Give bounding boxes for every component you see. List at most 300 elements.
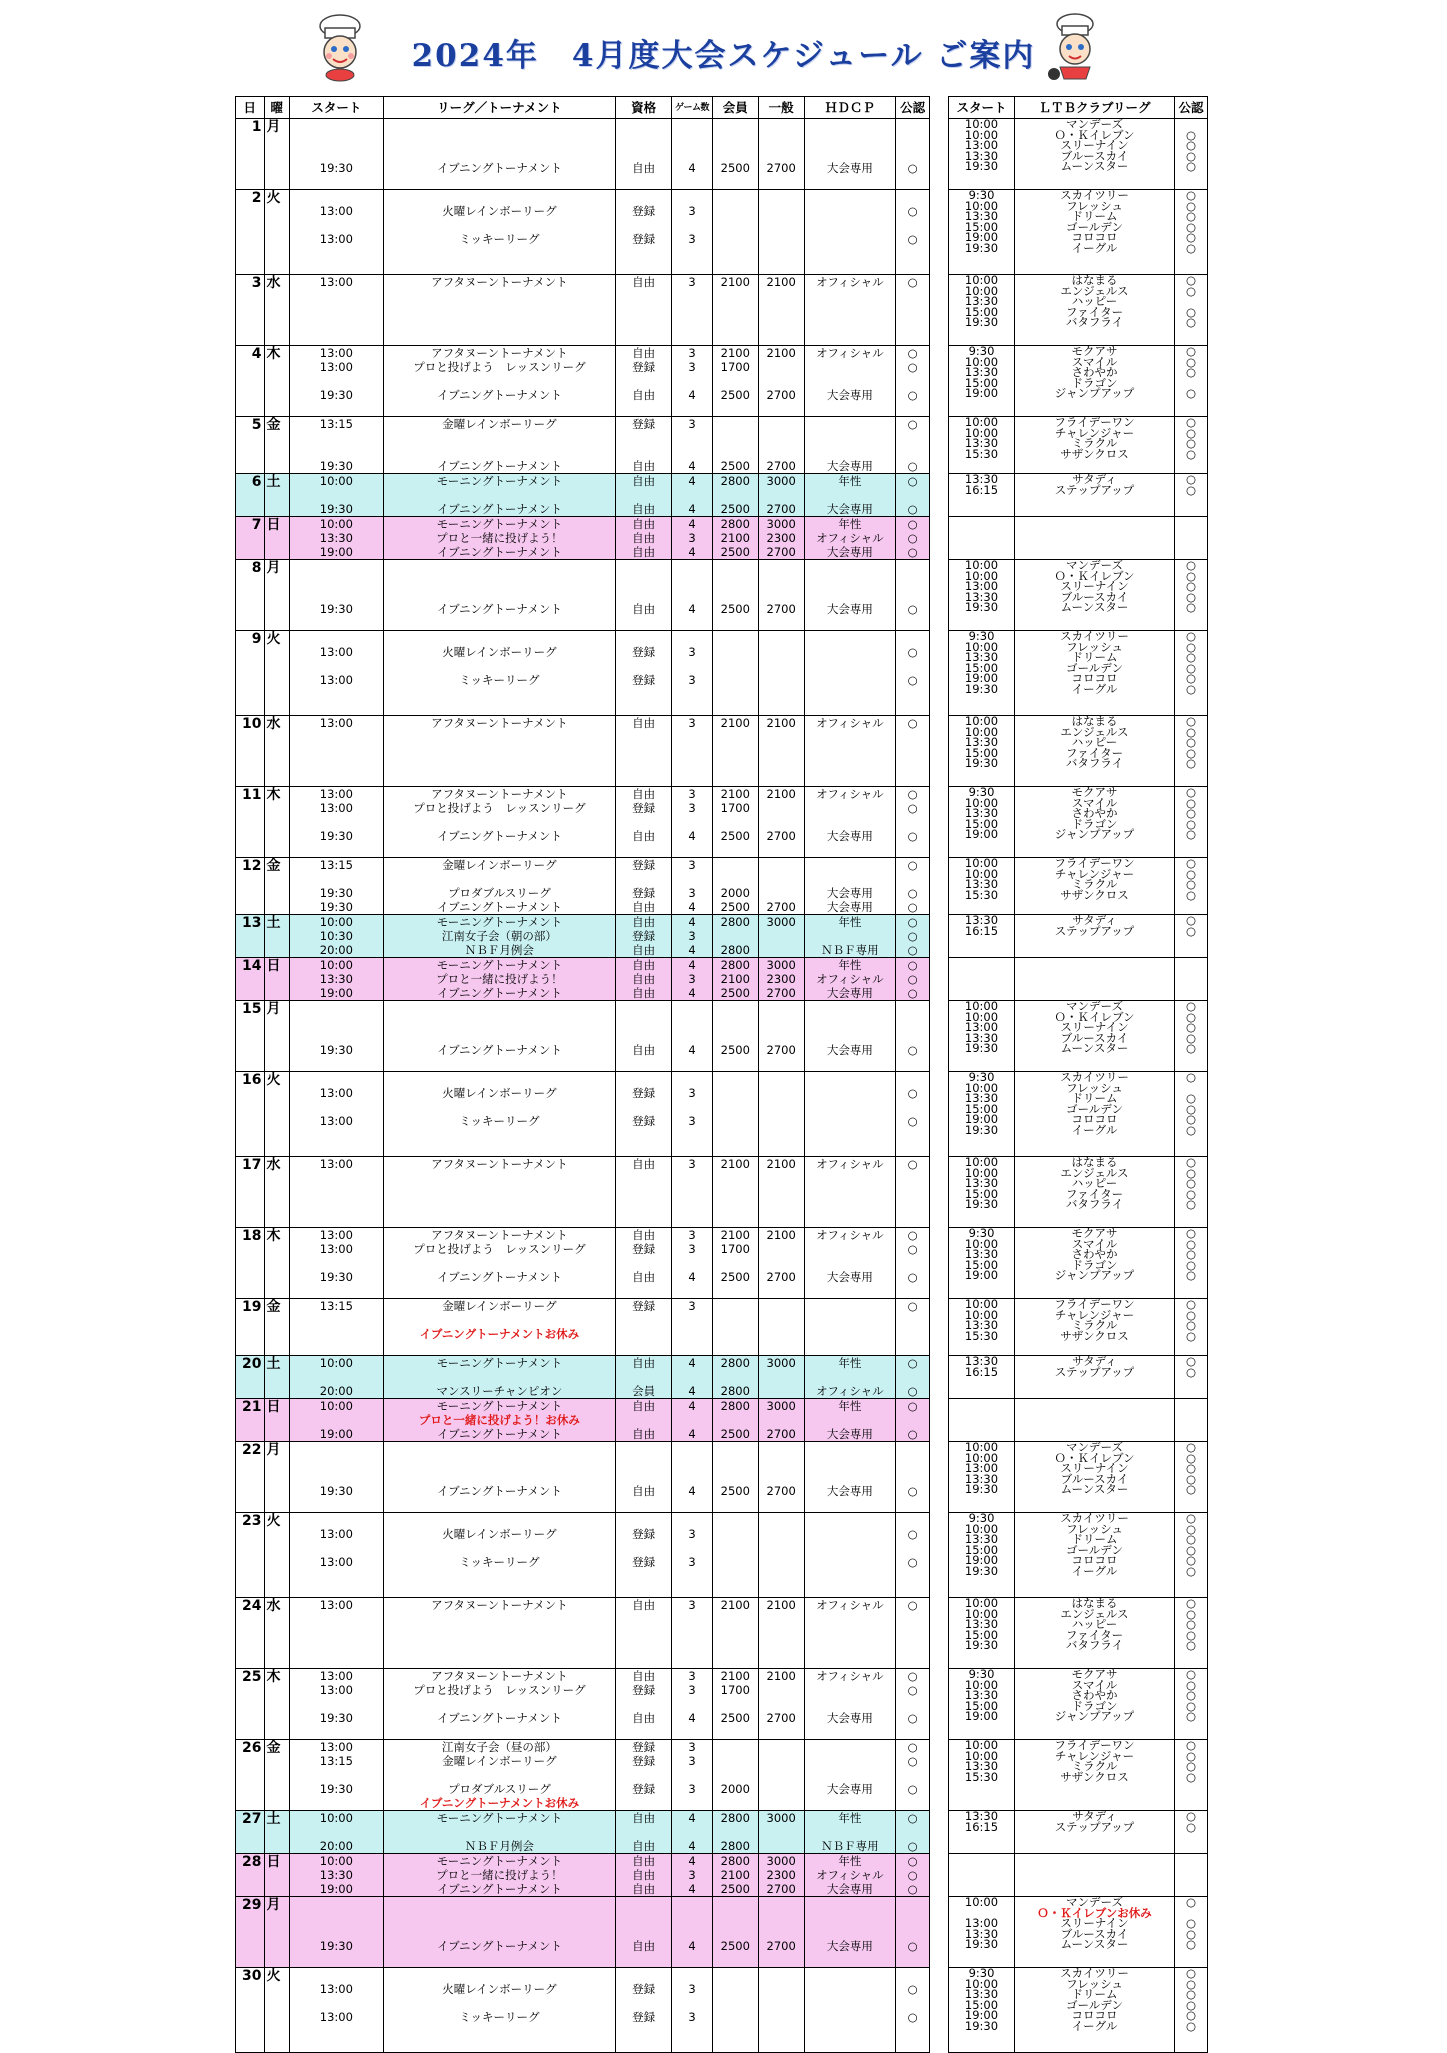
event-time-cell [290,1598,384,1669]
ltb-certified: ○ [1185,1987,1197,2001]
cell-line [949,829,1014,840]
ltb-league-name: チャレンジャー [1054,1307,1135,1322]
cell-line [896,360,929,374]
cell-line [759,1484,804,1498]
event-member-fee: 2100 [720,716,750,730]
event-general-fee: 2700 [766,1484,796,1498]
cell-line [1175,1043,1207,1054]
cell-line [713,858,758,872]
cell-line [713,232,758,246]
cell-line [672,1270,712,1284]
cell-line [384,1569,615,1583]
ltb-league-name: エンジェルス [1060,724,1129,739]
cell-line [290,1939,383,1953]
event-member-fee: 2800 [720,1854,750,1868]
cell-line [713,758,758,772]
cell-line [384,574,615,588]
event-games: 3 [688,1598,696,1612]
ltb-league-name: イーグル [1071,1563,1118,1578]
cell-line [896,1768,929,1782]
ltb-league-name: ミラクル [1071,436,1118,450]
cell-line [949,2018,1014,2033]
event-member-fee-cell [712,560,758,631]
cell-line [713,1341,758,1355]
cell-line [896,1470,929,1484]
event-games: 3 [688,1740,696,1754]
cell-line [290,1185,383,1199]
event-certified: ○ [907,2010,918,2024]
cell-line [384,958,615,972]
cell-line [713,645,758,659]
cell-line [759,843,804,857]
cell-line [759,502,804,516]
event-qualification: 自由 [632,1669,656,1683]
cell-line [713,1185,758,1199]
ltb-certified: ○ [1185,887,1197,902]
ltb-time: 9:30 [968,1226,995,1240]
cell-line [616,1043,671,1057]
cell-line [672,958,712,972]
day-row [236,915,930,958]
cell-line [384,517,615,531]
ltb-league-name: ハッピー [1071,294,1118,308]
event-name: イブニングトーナメント [436,1939,562,1953]
cell-line [384,801,615,815]
ltb-certified-cell [1175,958,1208,1001]
ltb-league-name: スマイル [1071,1236,1118,1251]
event-general-fee: 2700 [766,1270,796,1284]
cell-line [616,1270,671,1284]
cell-line [616,1683,671,1697]
ltb-certified: ○ [1185,1997,1197,2012]
ltb-league-name-cell [1015,1001,1175,1072]
cell-line [616,1612,671,1626]
cell-line [672,346,712,360]
event-name: モーニングトーナメント [436,1356,563,1370]
cell-line [1175,758,1207,769]
event-games: 4 [688,502,696,516]
cell-line [616,1541,671,1555]
day-row [236,958,930,1001]
event-name: イブニングトーナメント [436,602,562,616]
event-member-fee: 1700 [720,360,750,374]
ltb-certified: ○ [1185,304,1197,319]
cell-line [672,1327,712,1341]
event-certified: ○ [907,1782,918,1796]
event-name-cell [383,1072,615,1157]
cell-line [805,531,896,545]
cell-line [290,602,383,616]
cell-line [290,388,383,402]
event-qualification: 自由 [632,986,656,1000]
day-number: 10 [236,716,265,787]
cell-line [759,445,804,459]
ltb-certified: ○ [1185,1176,1197,1190]
event-hdcp-cell [804,1897,896,1968]
ltb-league-name: サタディ [1072,472,1117,486]
cell-line [805,1782,896,1796]
cell-line [759,1697,804,1711]
day-of-week: 金 [264,417,289,474]
cell-line [616,275,671,289]
ltb-league-name: フライデーワン [1054,1738,1135,1752]
event-qualification-cell [616,560,672,631]
event-certified: ○ [907,1356,918,1370]
event-qualification-cell [616,346,672,417]
cell-line [384,445,615,459]
cell-line [616,1968,671,1982]
cell-line [290,289,383,303]
cell-line [949,161,1014,172]
event-games-cell [672,1513,713,1598]
event-qualification-cell [616,1811,672,1854]
cell-line [713,1043,758,1057]
cell-line [384,858,615,872]
event-hdcp-cell [804,1228,896,1299]
event-games: 3 [688,1242,696,1256]
event-name: マンスリーチャンピオン [436,1384,563,1398]
cell-line [805,175,896,189]
cell-line [290,1626,383,1640]
cell-line [290,1356,383,1370]
cell-line [616,1114,671,1128]
event-member-fee: 2500 [720,829,750,843]
cell-line [805,943,896,957]
event-certified: ○ [907,1484,918,1498]
event-hdcp-cell [804,346,896,417]
ltb-time: 19:30 [964,681,999,696]
cell-line [384,631,615,645]
cell-line [616,1057,671,1071]
cell-line [672,915,712,929]
ltb-league-name: ゴールデン [1065,1101,1124,1116]
cell-line [759,1228,804,1242]
cell-line [896,1882,929,1896]
cell-line [672,161,712,175]
ltb-certified: ○ [1185,1688,1197,1702]
day-row [236,858,930,915]
cell-line [949,923,1014,938]
day-row [236,1740,930,1811]
cell-line [896,417,929,431]
ltb-league-name-cell [1015,1811,1175,1854]
event-games-cell [672,1001,713,1072]
cell-line [616,588,671,602]
cell-line [713,374,758,388]
ltb-certified-cell [1175,1598,1208,1669]
cell-line [896,1100,929,1114]
ltb-certified: ○ [1185,1197,1197,1211]
event-games-cell [672,517,713,560]
ltb-league-name: スカイツリー [1060,188,1129,202]
day-number: 24 [236,1598,265,1669]
ltb-certified: ○ [1185,1112,1197,1126]
cell-line [713,1384,758,1398]
day-of-week: 木 [264,787,289,858]
cell-line [713,317,758,331]
event-hdcp: オフィシャル [816,972,884,986]
cell-line [290,1683,383,1697]
event-hdcp: オフィシャル [816,531,884,545]
event-general-fee-cell [758,1968,804,2053]
event-member-fee-cell [712,1228,758,1299]
cell-line [384,1669,615,1683]
cell-line [384,616,615,630]
cell-line [672,1142,712,1156]
ltb-time: 10:00 [964,558,999,572]
ltb-time: 10:00 [964,568,999,583]
ltb-time: 19:00 [964,2008,999,2022]
event-member-fee: 2800 [720,517,750,531]
ltb-time-cell [949,1228,1015,1299]
event-games-cell [672,1157,713,1228]
event-name-cell [383,1968,615,2053]
cell-line [672,929,712,943]
cell-line [805,204,896,218]
event-time: 19:30 [319,1484,353,1498]
ltb-time-cell [949,1968,1015,2053]
event-games-cell [672,1854,713,1897]
event-name: イブニングトーナメント [436,829,562,843]
cell-line [672,787,712,801]
cell-line [672,1825,712,1839]
cell-line [384,388,615,402]
ltb-time: 10:00 [964,795,999,810]
event-time: 13:00 [319,1527,353,1541]
event-name: イブニングトーナメント [436,1711,562,1725]
cell-line [896,801,929,815]
cell-line [713,360,758,374]
event-qualification-cell [616,1399,672,1442]
cell-line [805,1569,896,1583]
ltb-league-name: フレッシュ [1066,1521,1123,1536]
ltb-league-name: ゴールデン [1065,1542,1124,1557]
day-number: 16 [236,1072,265,1157]
ltb-day-row [949,1228,1208,1299]
cell-line [713,502,758,516]
event-member-fee: 2100 [720,531,750,545]
cell-line [759,929,804,943]
cell-line [759,659,804,673]
cell-line [672,1242,712,1256]
event-time: 13:15 [319,858,353,872]
ltb-time: 10:00 [964,1748,999,1763]
cell-line [384,1015,615,1029]
cell-line [290,1598,383,1612]
cell-line [616,1086,671,1100]
ltb-time: 15:00 [964,219,999,234]
cell-line [759,1953,804,1967]
cell-line [896,459,929,473]
ltb-league-name: スリーナイン [1060,1020,1129,1034]
event-member-fee: 2500 [720,1882,750,1896]
event-name-cell [383,1157,615,1228]
ltb-certified: ○ [1185,415,1197,429]
cell-line [384,1555,615,1569]
cell-line [672,1897,712,1911]
ltb-certified: ○ [1185,877,1197,891]
cell-line [290,1868,383,1882]
cell-line [672,602,712,616]
cell-line [713,631,758,645]
event-games-cell [672,560,713,631]
column-header: ゲーム数 [672,97,713,119]
event-games: 3 [688,1228,696,1242]
event-qualification: 登録 [632,1982,656,1996]
event-certified-cell [896,517,930,560]
cell-line [1175,1364,1207,1379]
cell-line [713,1356,758,1370]
event-games: 3 [688,360,696,374]
cell-line [1015,923,1174,938]
ltb-time: 15:00 [964,375,999,390]
cell-line [896,445,929,459]
cell-line [713,1925,758,1939]
event-games: 4 [688,1882,696,1896]
cell-line [384,673,615,687]
cell-line [672,986,712,1000]
ltb-time-cell [949,1299,1015,1356]
cell-line [384,560,615,574]
cell-line [672,1996,712,2010]
event-time: 19:30 [319,502,353,516]
cell-line [384,1128,615,1142]
cell-line [616,1868,671,1882]
day-row [236,346,930,417]
cell-line [896,1484,929,1498]
cell-line [713,1654,758,1668]
event-time: 19:30 [319,388,353,402]
cell-line [672,1171,712,1185]
event-time: 13:00 [319,1740,353,1754]
event-general-fee-cell [758,119,804,190]
cell-line [759,1825,804,1839]
cell-line [672,815,712,829]
cell-line [672,175,712,189]
event-name-cell [383,560,615,631]
cell-line [805,1683,896,1697]
cell-line [713,1939,758,1953]
ltb-certified: ○ [1185,1748,1197,1763]
day-of-week: 土 [264,915,289,958]
ltb-certified-cell [1175,716,1208,787]
event-qualification: 登録 [632,801,656,815]
cell-line [896,858,929,872]
ltb-time-cell [949,631,1015,716]
ltb-certified: ○ [1185,1627,1197,1642]
cell-line [384,1270,615,1284]
cell-line [616,1001,671,1015]
cell-line [384,1541,615,1555]
cell-line [290,758,383,772]
cell-line [384,1384,615,1398]
cell-line [805,1057,896,1071]
event-time-cell [290,915,384,958]
event-time: 10:00 [319,1356,353,1370]
cell-line [290,1982,383,1996]
day-number: 12 [236,858,265,915]
ltb-time: 10:00 [964,1450,999,1465]
ltb-certified: ○ [1185,1769,1197,1784]
ltb-league-name: さわやか [1071,1688,1118,1702]
cell-line [949,1640,1014,1651]
ltb-league-name: コロコロ [1071,1112,1118,1126]
cell-line [672,560,712,574]
ltb-certified: ○ [1185,1165,1197,1180]
event-certified: ○ [907,1427,918,1441]
cell-line [805,1313,896,1327]
day-of-week: 金 [264,1299,289,1356]
ltb-league-name: チャレンジャー [1054,1748,1135,1763]
cell-line [713,1796,758,1810]
cell-line [1015,2018,1174,2033]
cell-line [672,402,712,416]
ltb-time: 10:00 [964,724,999,739]
event-time: 19:30 [319,459,353,473]
cell-line [290,730,383,744]
ltb-time-cell [949,560,1015,631]
cell-line [1175,317,1207,328]
cell-line [896,1086,929,1100]
cell-line [616,687,671,701]
event-name-cell [383,1001,615,1072]
ltb-league-name: ムーンスター [1060,1937,1129,1951]
cell-line [616,1213,671,1227]
event-time: 13:00 [319,1086,353,1100]
ltb-league-name: チャレンジャー [1054,866,1135,881]
cell-line [672,1555,712,1569]
cell-line [290,1697,383,1711]
cell-line [759,1284,804,1298]
ltb-day-row [949,190,1208,275]
cell-line [805,1442,896,1456]
cell-line [759,716,804,730]
ltb-certified: ○ [1185,1471,1197,1486]
ltb-certified: ○ [1185,482,1197,497]
cell-line [713,900,758,914]
ltb-time: 13:30 [964,294,999,308]
ltb-day-row [949,915,1208,958]
event-name-cell [383,716,615,787]
event-certified: ○ [907,1242,918,1256]
cell-line [290,588,383,602]
cell-line [672,388,712,402]
cell-line [805,502,896,516]
event-hdcp-cell [804,1157,896,1228]
event-certified: ○ [907,545,918,559]
ltb-time-cell [949,1598,1015,1669]
cell-line [672,972,712,986]
cell-line [1175,2018,1207,2033]
cell-line [805,190,896,204]
cell-line [759,701,804,715]
cell-line [384,1142,615,1156]
event-certified-cell [896,1157,930,1228]
ltb-league-name: スマイル [1071,354,1118,369]
cell-line [384,147,615,161]
ltb-time: 15:00 [964,1542,999,1557]
event-name: イブニングトーナメント [436,1270,562,1284]
event-member-fee: 2500 [720,1939,750,1953]
event-name-cell [383,275,615,346]
cell-line [713,872,758,886]
ltb-certified: ○ [1185,273,1197,287]
cell-line [805,801,896,815]
cell-line [384,744,615,758]
event-games: 3 [688,417,696,431]
ltb-league-name: ドラゴン [1071,1257,1118,1272]
event-general-fee-cell [758,474,804,517]
